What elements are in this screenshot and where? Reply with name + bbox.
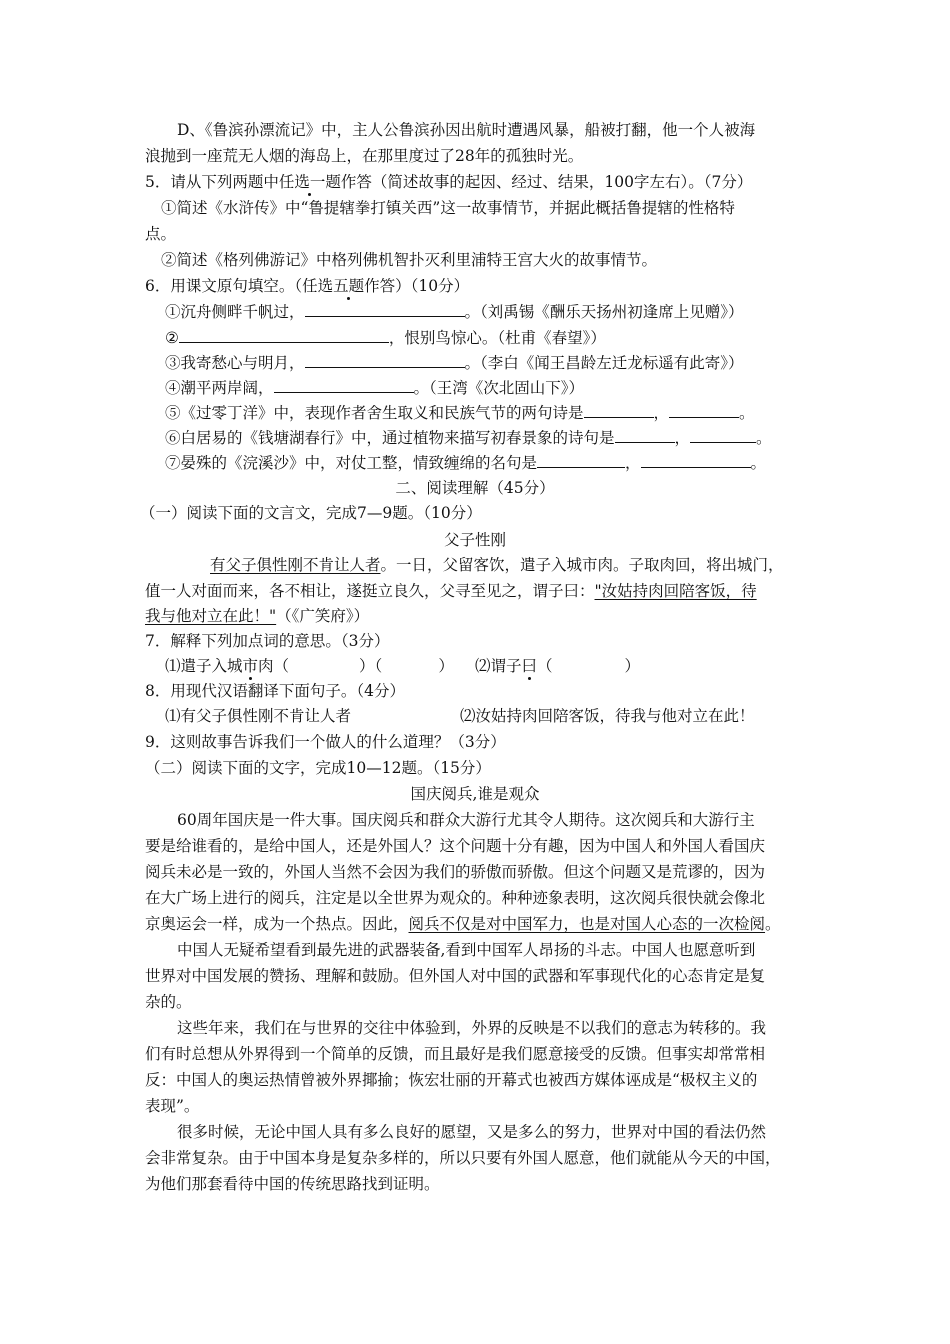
underlined-sentence: 我与他对立在此！"	[145, 607, 277, 625]
q6-emphasis: 任选五题作答	[302, 277, 396, 295]
section-2-title: 二、阅读理解（45分）	[395, 479, 555, 497]
essay-p1-line2: 要是给谁看的，是给中国人，还是外国人？这个问题十分有趣，因为中国人和外国人看国庆	[145, 837, 766, 855]
q5-heading: 5．请从下列两题中任选一题作答（简述故事的起因、经过、结果，100字左右）。（7分）	[145, 173, 753, 191]
answer-blank[interactable]	[305, 352, 465, 368]
q6-item-7: ⑦晏殊的《浣溪沙》中，对仗工整，情致缠绵的名句是 ， 。	[165, 454, 767, 472]
essay-p1-line5: 京奥运会一样，成为一个热点。因此，阅兵不仅是对中国军力，也是对国人心态的一次检阅。	[145, 915, 781, 933]
answer-blank[interactable]	[669, 402, 739, 418]
q5-emphasis: 任选一题	[278, 173, 341, 191]
q7-item-2: ⑵谓子曰（ ）	[475, 657, 641, 675]
answer-blank[interactable]	[179, 327, 389, 343]
q6-item-3: ③我寄愁心与明月， 。（李白《闻王昌龄左迁龙标遥有此寄》）	[165, 354, 744, 372]
essay-p3-line1: 这些年来，我们在与世界的交往中体验到，外界的反映是不以我们的意志为转移的。我	[177, 1019, 767, 1037]
essay-p4-line2: 会非常复杂。由于中国本身是复杂多样的，所以只要有外国人愿意，他们就能从今天的中国，	[145, 1149, 781, 1167]
essay-p3-line2: 们有时总想从外界得到一个简单的反馈，而且最好是我们愿意接受的反馈。但事实却常常相	[145, 1045, 766, 1063]
essay-p3-line3: 反：中国人的奥运热情曾被外界揶揄；恢宏壮丽的开幕式也被西方媒体诬成是“极权主义的	[145, 1071, 758, 1089]
essay-p1-line1: 60周年国庆是一件大事。国庆阅兵和群众大游行尤其令人期待。这次阅兵和大游行主	[177, 811, 755, 829]
essay-p2-line3: 杂的。	[145, 993, 192, 1011]
underlined-sentence: 阅兵不仅是对中国军力，也是对国人心态的一次检阅	[408, 915, 766, 933]
answer-blank[interactable]	[274, 377, 414, 393]
q9-heading: 9．这则故事告诉我们一个做人的什么道理？（3分）	[145, 733, 506, 751]
q5-item-2: ②简述《格列佛游记》中格列佛机智扑灭利里浦特王宫大火的故事情节。	[161, 251, 658, 269]
classical-text-line2: 值一人对面而来，各不相让，遂挺立良久，父寻至见之，谓子曰："汝姑持肉回陪客饭，待	[145, 582, 757, 600]
essay-p2-line1: 中国人无疑希望看到最先进的武器装备,看到中国军人昂扬的斗志。中国人也愿意听到	[177, 941, 756, 959]
classical-text-line3: 我与他对立在此！"（《广笑府》）	[145, 607, 370, 625]
essay-p2-line2: 世界对中国发展的赞扬、理解和鼓励。但外国人对中国的武器和军事现代化的心态肯定是复	[145, 967, 766, 985]
q6-item-5: ⑤《过零丁洋》中，表现作者舍生取义和民族气节的两句诗是 ， 。	[165, 404, 755, 422]
q5-item-1-line2: 点。	[145, 225, 177, 243]
q8-sentence-2: ⑵汝姑持肉回陪客饭，待我与他对立在此！	[460, 707, 755, 725]
q8-heading: 8．用现代汉语翻译下面句子。（4分）	[145, 682, 405, 700]
essay-p1-line3: 阅兵未必是一致的，外国人当然不会因为我们的骄傲而骄傲。但这个问题又是荒谬的，因为	[145, 863, 766, 881]
q6-item-1: ①沉舟侧畔千帆过， 。（刘禹锡《酬乐天扬州初逢席上见赠》）	[165, 303, 744, 321]
part-1-title: 父子性刚	[443, 531, 506, 549]
essay-p4-line1: 很多时候，无论中国人具有多么良好的愿望，又是多么的努力，世界对中国的看法仍然	[177, 1123, 767, 1141]
q7-heading: 7．解释下列加点词的意思。（3分）	[145, 632, 390, 650]
answer-blank[interactable]	[305, 301, 465, 317]
q6-item-2: ② ，恨别鸟惊心。（杜甫《春望》）	[165, 329, 606, 347]
underlined-sentence: "汝姑持肉回陪客饭，待	[594, 582, 757, 600]
essay-p4-line3: 为他们那套看待中国的传统思路找到证明。	[145, 1175, 440, 1193]
answer-blank[interactable]	[690, 427, 756, 443]
essay-p3-line4: 表现”。	[145, 1097, 200, 1115]
q5-item-1-line1: ①简述《水浒传》中“鲁提辖拳打镇关西”这一故事情节，并据此概括鲁提辖的性格特	[161, 199, 735, 217]
answer-blank[interactable]	[584, 402, 654, 418]
dotted-word: 曰	[521, 657, 538, 675]
underlined-sentence: 有父子俱性刚不肯让人者	[210, 556, 381, 574]
part-2-title: 国庆阅兵,谁是观众	[410, 785, 540, 803]
q6-item-4: ④潮平两岸阔， 。（王湾《次北固山下》）	[165, 379, 585, 397]
part-2-intro: （二）阅读下面的文字，完成10—12题。（15分）	[145, 759, 491, 777]
q7-item-1: ⑴遣子入城市肉（ ）（ ）	[165, 657, 454, 675]
essay-p1-line4: 在大广场上进行的阅兵，注定是以全世界为观众的。种种迹象表明，这次阅兵很快就会像北	[145, 889, 766, 907]
q4-option-d-line2: 浪抛到一座荒无人烟的海岛上，在那里度过了28年的孤独时光。	[145, 147, 584, 165]
q6-item-6: ⑥白居易的《钱塘湖春行》中，通过植物来描写初春景象的诗句是 ， 。	[165, 429, 772, 447]
q6-heading: 6．用课文原句填空。（任选五题作答）（10分）	[145, 277, 470, 295]
q4-option-d-line1: D、《鲁滨孙漂流记》中，主人公鲁滨孙因出航时遭遇风暴，船被打翻，他一个人被海	[177, 121, 756, 139]
answer-blank[interactable]	[615, 427, 675, 443]
answer-blank[interactable]	[641, 452, 751, 468]
answer-blank[interactable]	[537, 452, 625, 468]
part-1-intro: （一）阅读下面的文言文，完成7—9题。（10分）	[140, 504, 482, 522]
classical-text-line1: 有父子俱性刚不肯让人者。一日，父留客饮，遣子入城市肉。子取肉回，将出城门，	[210, 556, 784, 574]
q8-sentence-1: ⑴有父子俱性刚不肯让人者	[165, 707, 352, 725]
dotted-word: 市	[242, 657, 259, 675]
